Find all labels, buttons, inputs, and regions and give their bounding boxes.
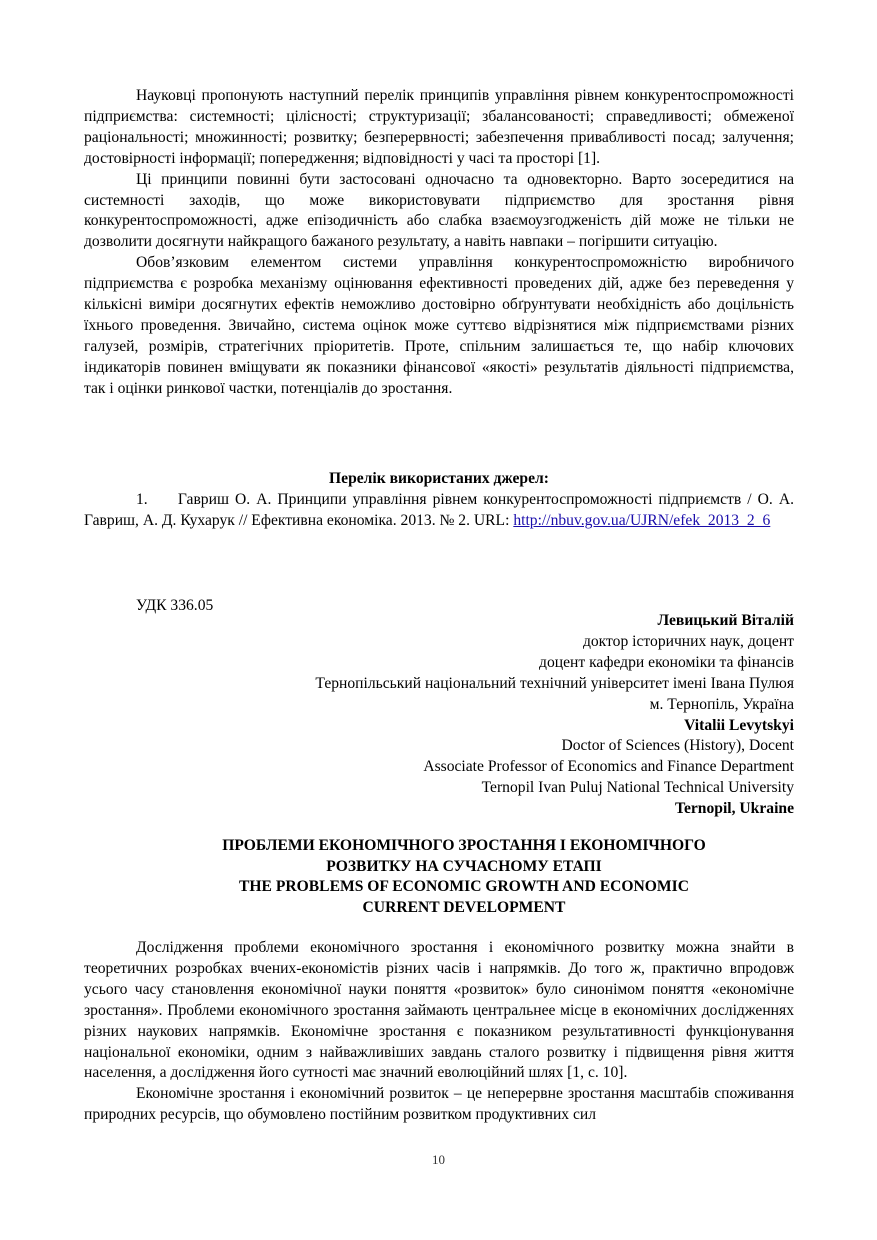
author-degree-ua: доктор історичних наук, доцент	[582, 632, 794, 650]
paragraph-principles: Науковці пропонують наступний перелік принципів управління рівнем конкурентоспроможності підприємства: системності; цілісності; структуризації; збалансованості; справедливості; обмеженої раціональності; множинності; розвитку; безперервності; забезпечення привабливості посад; залучення; достовірності інформації; попередження; відповідності у часі та просторі [1].	[84, 87, 794, 167]
author-city-ua: м. Тернопіль, Україна	[649, 695, 794, 713]
reference-item-1	[84, 490, 794, 532]
body-top	[84, 86, 794, 400]
paragraph-growth: Економічне зростання і економічний розвиток – це неперервне зростання масштабів споживання природних ресурсів, що обумовлено постійним розвитком продуктивних сил	[84, 1085, 794, 1124]
references-heading: Перелік використаних джерел:	[329, 470, 549, 487]
author-university-ua: Тернопільський національний технічний університет імені Івана Пулюя	[315, 674, 794, 692]
author-position-en: Associate Professor of Economics and Finance Department	[423, 758, 794, 776]
author-name-ua: Левицький Віталій	[657, 612, 794, 629]
reference-text: 1. Гавриш О. А. Принципи управління рівнем конкурентоспроможності підприємств / О. А. Гавриш, А. Д. Кухарук // Ефективна економіка. 2013. № 2. URL:	[84, 491, 794, 529]
author-degree-en: Doctor of Sciences (History), Docent	[561, 737, 794, 755]
title-en-line1: THE PROBLEMS OF ECONOMIC GROWTH AND ECONOMIC	[239, 878, 689, 895]
author-name-en: Vitalii Levytskyi	[684, 716, 794, 734]
paragraph-evaluation: Обов’язковим елементом системи управління конкурентоспроможністю виробничого підприємства є розробка механізму оцінювання ефективності проведених дій, адже без переведення у кількісні виміри досягнутих ефектів неможливо достовірно обґрунтувати необхідність або доцільність їхнього проведення. Звичайно, система оцінок може суттєво відрізнятися між підприємствами різних галузей, розмірів, стратегічних пріоритетів. Проте, спільним залишається те, що набір ключових індикаторів повинен вміщувати як показники фінансової «якості» результатів діяльності підприємства, так і оцінки ринкової частки, потенціалів до зростання.	[84, 254, 794, 397]
udk-code: УДК 336.05	[136, 597, 214, 614]
body-bottom	[84, 938, 794, 1126]
title-en-line2: CURRENT DEVELOPMENT	[362, 898, 566, 916]
title-ua-line2: РОЗВИТКУ НА СУЧАСНОМУ ЕТАПІ	[326, 857, 602, 875]
author-position-ua: доцент кафедри економіки та фінансів	[539, 653, 794, 671]
paragraph-systemic: Ці принципи повинні бути застосовані одночасно та одновекторно. Варто зосередитися на системності заходів, що може використовувати підприємство для зростання рівня конкурентоспроможності, адже епізодичність або слабка взаємоузгодженість дій може не тільки не дозволити досягнути найкращого бажаного результату, а навіть навпаки – погіршити ситуацію.	[84, 170, 794, 251]
title-ua-line1: ПРОБЛЕМИ ЕКОНОМІЧНОГО ЗРОСТАННЯ І ЕКОНОМІЧНОГО	[222, 837, 706, 854]
paragraph-research: Дослідження проблеми економічного зростання і економічного розвитку можна знайти в теоретичних розробках вчених-економістів різних часів і напрямків. До того ж, практично впродовж усього часу становлення економічної науки поняття «розвиток» було синонімом поняття «економічне зростання». Проблеми економічного зростання займають центральнее місце в економічних дослідженнях різних наукових напрямків. Економічне зростання є показником результативності функціонування національної економіки, одним з найважливіших завдань сталого розвитку і підвищення рівня життя населення, а дослідження його сутності має значний еволюційний шлях [1, с. 10].	[84, 939, 794, 1082]
page-number: 10	[432, 1152, 445, 1167]
author-university-en: Ternopil Ivan Puluj National Technical University	[481, 779, 794, 797]
author-city-en: Ternopil, Ukraine	[675, 800, 794, 818]
reference-link[interactable]: http://nbuv.gov.ua/UJRN/efek_2013_2_6	[513, 511, 771, 529]
article-title	[84, 836, 844, 918]
author-block	[315, 611, 794, 820]
